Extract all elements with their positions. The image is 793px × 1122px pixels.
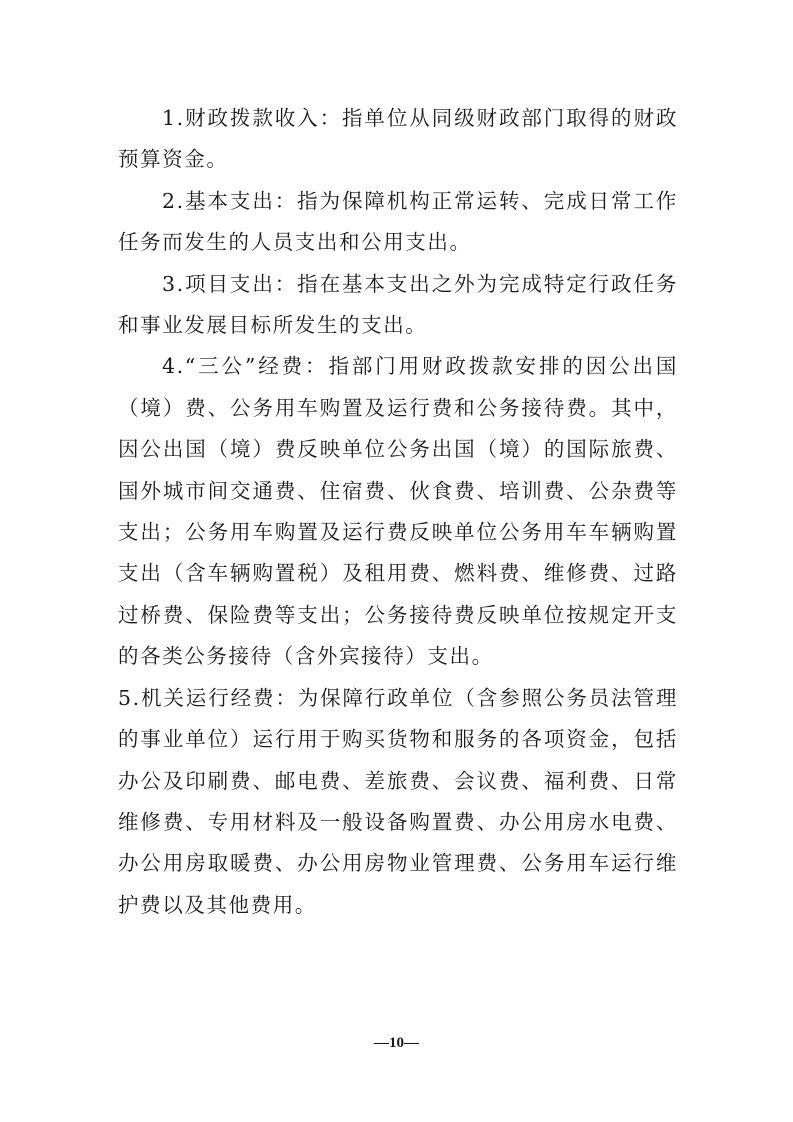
paragraph-fiscal-appropriation-income: 1.财政拨款收入：指单位从同级财政部门取得的财政预算资金。 bbox=[118, 106, 678, 172]
paragraph-three-public-expenses: 4.“三公”经费：指部门用财政拨款安排的因公出国（境）费、公务用车购置及运行费和公务接待费。其中，因公出国（境）费反映单位公务出国（境）的国际旅费、国外城市间交通费、住宿费、伙食费、培训费、公杂费等支出；公务用车购置及运行费反映单位公务用车车辆购置支出（含车辆购置税）及租用费、燃料费、维修费、过路过桥费、保险费等支出；公务接待费反映单位按规定开支的各类公务接待（含外宾接待）支出。 bbox=[118, 354, 678, 669]
document-body bbox=[118, 98, 678, 926]
paragraph-project-expenditure: 3.项目支出：指在基本支出之外为完成特定行政任务和事业发展目标所发生的支出。 bbox=[118, 271, 678, 338]
paragraph-basic-expenditure: 2.基本支出：指为保障机构正常运转、完成日常工作任务而发生的人员支出和公用支出。 bbox=[118, 188, 678, 255]
page-number: —10— bbox=[374, 1035, 419, 1051]
paragraph-agency-operating-expenses: 5.机关运行经费：为保障行政单位（含参照公务员法管理的事业单位）运行用于购买货物和服务的各项资金，包括办公及印刷费、邮电费、差旅费、会议费、福利费、日常维修费、专用材料及一般设备购置费、办公用房水电费、办公用房取暖费、办公用房物业管理费、公务用车运行维护费以及其他费用。 bbox=[118, 685, 678, 917]
